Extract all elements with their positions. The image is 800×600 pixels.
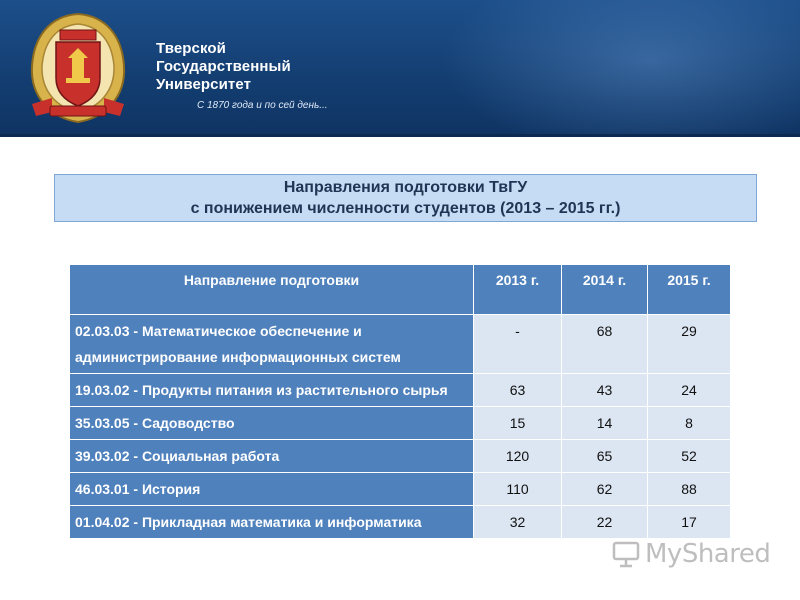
slide-title-line-2: с понижением численности студентов (2013 – 2015 гг.) (190, 200, 621, 217)
value-2015-cell: 17 (648, 506, 731, 539)
slide-title-line-1: Направления подготовки ТвГУ (283, 179, 528, 196)
university-name-line-2: Государственный (156, 58, 291, 75)
value-2014-cell: 14 (562, 407, 648, 440)
column-header-2013: 2013 г. (474, 265, 562, 315)
value-2014-cell: 43 (562, 374, 648, 407)
table-row (70, 374, 731, 407)
presentation-icon (611, 539, 641, 569)
university-name-line-3: Университет (156, 76, 252, 93)
enrollment-table (69, 264, 731, 539)
column-header-direction: Направление подготовки (70, 265, 474, 315)
university-tagline: С 1870 года и по сей день... (197, 100, 328, 111)
value-2013-cell: 15 (474, 407, 562, 440)
value-2013-cell: - (474, 315, 562, 374)
table-row (70, 315, 731, 374)
header-banner (0, 0, 800, 137)
value-2014-cell: 65 (562, 440, 648, 473)
direction-cell: 46.03.01 - История (70, 473, 474, 506)
value-2015-cell: 29 (648, 315, 731, 374)
value-2014-cell: 22 (562, 506, 648, 539)
slide-title (54, 174, 757, 222)
value-2015-cell: 24 (648, 374, 731, 407)
value-2014-cell: 68 (562, 315, 648, 374)
table-header-row (70, 265, 731, 315)
table-row (70, 473, 731, 506)
value-2013-cell: 120 (474, 440, 562, 473)
table-row (70, 506, 731, 539)
value-2013-cell: 63 (474, 374, 562, 407)
banner-glow (440, 0, 800, 137)
column-header-2014: 2014 г. (562, 265, 648, 315)
value-2015-cell: 88 (648, 473, 731, 506)
direction-cell: 01.04.02 - Прикладная математика и информатика (70, 506, 474, 539)
value-2015-cell: 52 (648, 440, 731, 473)
direction-cell: 35.03.05 - Садоводство (70, 407, 474, 440)
watermark-text: MyShared (645, 539, 771, 569)
value-2013-cell: 110 (474, 473, 562, 506)
value-2015-cell: 8 (648, 407, 731, 440)
direction-cell: 39.03.02 - Социальная работа (70, 440, 474, 473)
direction-cell: 02.03.03 - Математическое обеспечение и администрирование информационных систем (70, 315, 474, 374)
university-crest-icon (22, 8, 134, 128)
table-row (70, 407, 731, 440)
university-name (156, 40, 291, 94)
value-2013-cell: 32 (474, 506, 562, 539)
table-row (70, 440, 731, 473)
university-name-line-1: Тверской (156, 40, 226, 57)
direction-cell: 19.03.02 - Продукты питания из растительного сырья (70, 374, 474, 407)
value-2014-cell: 62 (562, 473, 648, 506)
watermark (611, 539, 770, 569)
column-header-2015: 2015 г. (648, 265, 731, 315)
